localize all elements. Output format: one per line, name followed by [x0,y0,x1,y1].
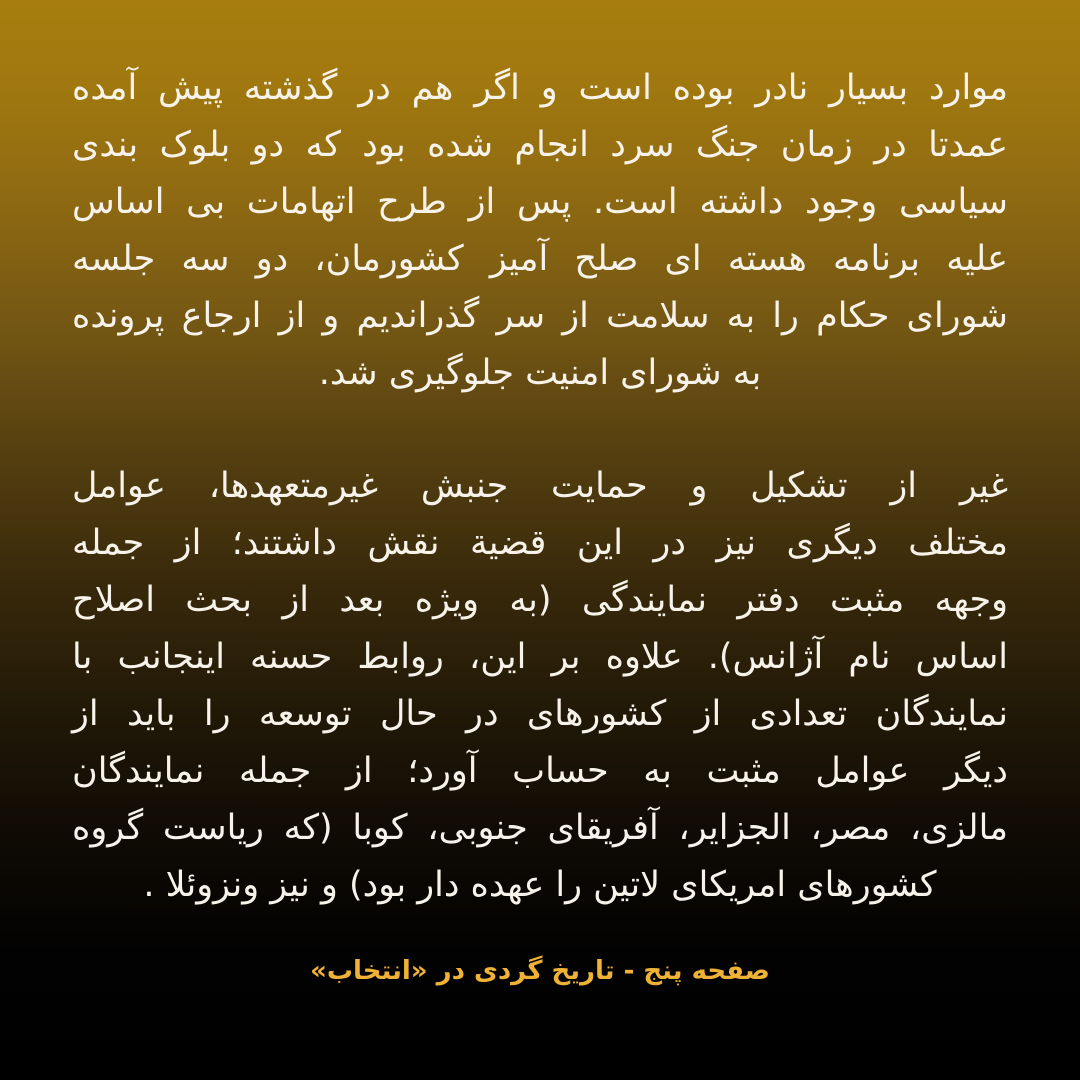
paragraph-2 [72,458,1008,914]
text-line: علیه برنامه هسته ای صلح آمیز کشورمان، دو سه جلسه [72,239,1008,279]
text-line: کشورهای امریکای لاتین را عهده دار بود) و نیز ونزوئلا . [143,865,937,905]
text-line: موارد بسیار نادر بوده است و اگر هم در گذشته پیش آمده [72,68,1008,108]
text-line: مختلف دیگری نیز در این قضیة نقش داشتند؛ از جمله [72,523,1008,563]
text-line: غیر از تشکیل و حمایت جنبش غیرمتعهدها، عوامل [72,466,1008,506]
text-line: شورای حکام را به سلامت از سر گذراندیم و از ارجاع پرونده [72,296,1008,336]
text-line: مالزی، مصر، الجزایر، آفریقای جنوبی، کوبا (که ریاست گروه [72,808,1008,848]
text-line: به شورای امنیت جلوگیری شد. [318,353,762,393]
paragraph-1 [72,60,1008,402]
text-line: نمایندگان تعدادی از کشورهای در حال توسعه را باید از [72,694,1008,734]
text-line: اساس نام آژانس). علاوه بر این، روابط حسنه اینجانب با [72,637,1008,677]
footer-caption [0,954,1080,988]
text-line: وجهه مثبت دفتر نمایندگی (به ویژه بعد از بحث اصلاح [72,580,1008,620]
text-line: سیاسی وجود داشته است. پس از طرح اتهامات بی اساس [72,182,1008,222]
footer-caption-text: صفحه پنج - تاریخ گردی در «انتخاب» [310,956,770,986]
text-line: عمدتا در زمان جنگ سرد انجام شده بود که دو بلوک بندی [72,125,1008,165]
text-line: دیگر عوامل مثبت به حساب آورد؛ از جمله نمایندگان [72,751,1008,791]
